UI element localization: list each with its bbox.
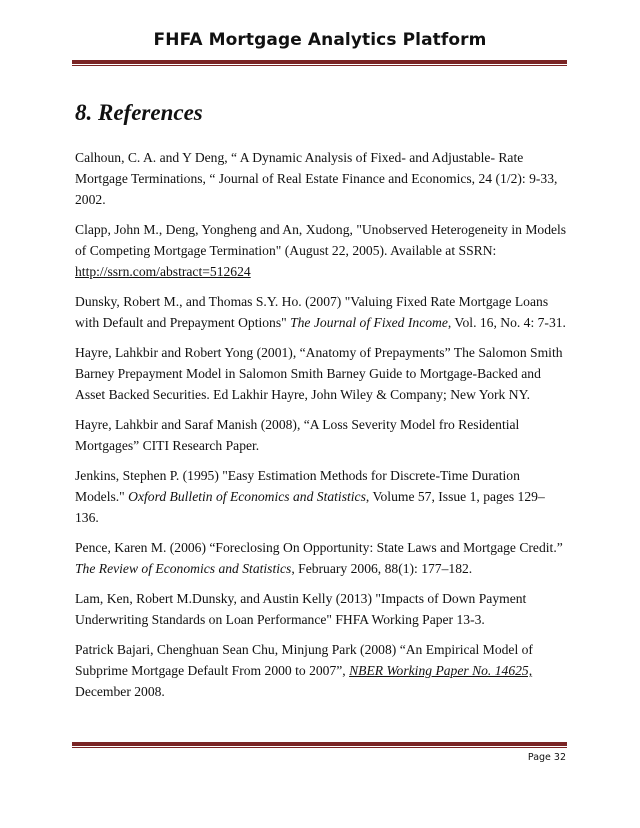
reference-dunsky: Dunsky, Robert M., and Thomas S.Y. Ho. (2007) "Valuing Fixed Rate Mortgage Loans with Default and Prepayment Options" The Journal of Fixed Income, Vol. 16, No. 4: 7-31. xyxy=(75,294,566,330)
footer-rule-thin xyxy=(72,747,567,748)
reference-list xyxy=(75,147,567,711)
reference-jenkins: Jenkins, Stephen P. (1995) "Easy Estimation Methods for Discrete-Time Duration Models." Oxford Bulletin of Economics and Statistics, Volume 57, Issue 1, pages 129–136. xyxy=(75,468,545,525)
header-rule-thin xyxy=(72,65,567,66)
page-header-title: FHFA Mortgage Analytics Platform xyxy=(153,30,487,50)
reference-clapp: Clapp, John M., Deng, Yongheng and An, Xudong, "Unobserved Heterogeneity in Models of Competing Mortgage Termination" (August 22, 2005). Available at SSRN: http://ssrn.com/abstract=512624 xyxy=(75,222,567,279)
header-rule xyxy=(72,60,567,64)
reference-bajari: Patrick Bajari, Chenghuan Sean Chu, Minjung Park (2008) “An Empirical Model of Subprime Mortgage Default From 2000 to 2007”, NBER Working Paper No. 14625, December 2008. xyxy=(75,642,533,699)
nber-working-paper-link[interactable]: NBER Working Paper No. 14625, xyxy=(349,663,533,678)
reference-lam: Lam, Ken, Robert M.Dunsky, and Austin Kelly (2013) "Impacts of Down Payment Underwriting Standards on Loan Performance" FHFA Working Paper 13-3. xyxy=(75,591,527,627)
reference-pence: Pence, Karen M. (2006) “Foreclosing On Opportunity: State Laws and Mortgage Credit.” The Review of Economics and Statistics, February 2006, 88(1): 177–182. xyxy=(75,540,563,576)
reference-calhoun: Calhoun, C. A. and Y Deng, “ A Dynamic Analysis of Fixed- and Adjustable- Rate Mortgage Terminations, “ Journal of Real Estate Finance and Economics, 24 (1/2): 9-33, 2002. xyxy=(75,150,558,207)
footer-rule xyxy=(72,742,567,746)
reference-hayre-saraf: Hayre, Lahkbir and Saraf Manish (2008), “A Loss Severity Model fro Residential Mortgages” CITI Research Paper. xyxy=(75,417,520,453)
page-number: Page 32 xyxy=(527,752,566,763)
reference-hayre-yong: Hayre, Lahkbir and Robert Yong (2001), “Anatomy of Prepayments” The Salomon Smith Barney Prepayment Model in Salomon Smith Barney Guide to Mortgage-Backed and Asset Backed Securities. Ed Lakhir Hayre, John Wiley & Company; New York NY. xyxy=(75,345,563,402)
section-title: 8. References xyxy=(75,100,203,125)
ssrn-link[interactable]: http://ssrn.com/abstract=512624 xyxy=(75,264,251,279)
